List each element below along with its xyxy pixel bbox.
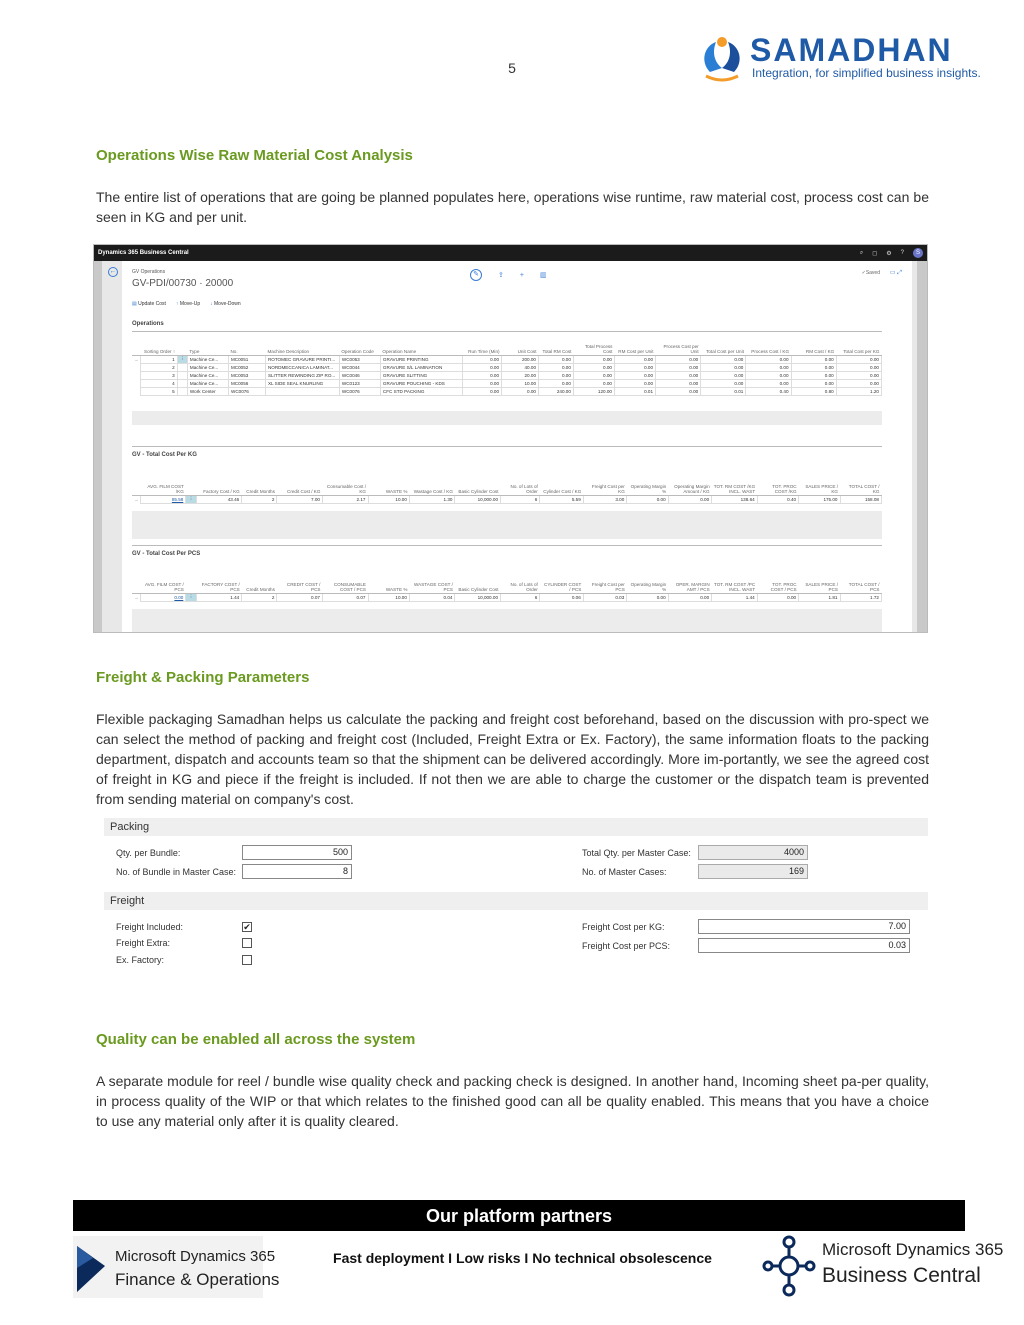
- table-header[interactable]: Total Process Cost: [573, 341, 614, 355]
- table-cell[interactable]: 0.04: [409, 593, 455, 601]
- brand-name: SAMADHAN: [750, 32, 953, 68]
- table-cell[interactable]: 5: [140, 387, 177, 395]
- table-cell[interactable]: SLITTER REWINDING ZIP RO...: [265, 371, 339, 379]
- table-header[interactable]: TOTAL COST / KG: [840, 481, 882, 495]
- table-header[interactable]: TOT. RM COST /PC INCL. WAST: [712, 579, 758, 593]
- table-header[interactable]: TOT. RM COST /KG INCL. WAST: [712, 481, 758, 495]
- table-header[interactable]: SALES PRICE / KG: [799, 481, 840, 495]
- delete-icon[interactable]: ▥: [539, 272, 547, 279]
- table-cell[interactable]: 2: [140, 363, 177, 371]
- table-cell[interactable]: GRAVURE POUCHING - KDS: [380, 379, 462, 387]
- table-cell[interactable]: Work Center: [187, 387, 228, 395]
- bc-left-strip: [94, 261, 102, 632]
- table-cell[interactable]: 0.00: [140, 593, 186, 601]
- table-header[interactable]: CYLINDER COST / PCS: [540, 579, 583, 593]
- freight-cost-kg-label: Freight Cost per KG:: [582, 922, 665, 932]
- table-cell[interactable]: 0.00: [701, 379, 746, 387]
- section-heading-operations: Operations Wise Raw Material Cost Analysis: [96, 147, 413, 164]
- table-cell[interactable]: 2.17: [322, 495, 368, 503]
- table-header[interactable]: RM Cost / KG: [791, 341, 836, 355]
- table-cell[interactable]: 3.00: [583, 495, 626, 503]
- table-cell[interactable]: 6: [501, 495, 540, 503]
- table-header[interactable]: Factory Cost / KG: [196, 481, 242, 495]
- table-header[interactable]: TOT. PROC COST / PCS: [757, 579, 798, 593]
- table-cell[interactable]: MC0052: [228, 363, 265, 371]
- table-cell[interactable]: 40.00: [502, 363, 539, 371]
- table-header[interactable]: Freight Cost per PCS: [583, 579, 626, 593]
- table-header: [186, 481, 196, 495]
- table-cell[interactable]: 1.72: [840, 593, 882, 601]
- table-cell[interactable]: 1: [140, 355, 177, 363]
- table-header[interactable]: Operating Margin %: [627, 579, 668, 593]
- table-header[interactable]: FACTORY COST / PCS: [196, 579, 242, 593]
- arrow-down-icon: ↓: [210, 301, 213, 307]
- row-indicator-icon: [132, 363, 140, 371]
- table-cell[interactable]: 10.00: [368, 593, 409, 601]
- qty-per-bundle-input[interactable]: 500: [242, 845, 352, 860]
- arrow-up-icon: ↑: [175, 301, 179, 307]
- table-cell[interactable]: 0.00: [656, 355, 701, 363]
- row-indicator-icon: →: [134, 594, 139, 600]
- table-header[interactable]: Total Cost per KG: [836, 341, 881, 355]
- bc-app-title: Dynamics 365 Business Central: [98, 250, 189, 256]
- table-cell[interactable]: 0.00: [614, 371, 655, 379]
- back-arrow-icon[interactable]: ←: [109, 268, 117, 275]
- freight-extra-label: Freight Extra:: [116, 938, 171, 948]
- divider: [132, 545, 882, 546]
- freight-extra-checkbox[interactable]: [242, 938, 252, 948]
- table-cell[interactable]: MC0056: [228, 379, 265, 387]
- table-header[interactable]: Operation Name: [380, 341, 462, 355]
- packing-freight-screenshot: [104, 817, 928, 975]
- table-cell[interactable]: GRAVURE SLITTING: [380, 371, 462, 379]
- table-cell[interactable]: 0.00: [463, 355, 502, 363]
- table-cell[interactable]: 1.44: [712, 593, 758, 601]
- row-menu-icon[interactable]: [177, 379, 187, 387]
- right-partner-line2: Business Central: [822, 1264, 981, 1287]
- list-icon: ▤: [132, 301, 137, 307]
- table-cell[interactable]: 0.00: [627, 495, 668, 503]
- table-header[interactable]: Basic Cylinder Cost: [455, 481, 501, 495]
- section-heading-freight: Freight & Packing Parameters: [96, 669, 310, 686]
- move-up-label: Move-Up: [179, 301, 201, 307]
- table-cell[interactable]: 0.00: [573, 371, 614, 379]
- help-icon[interactable]: ?: [900, 250, 904, 256]
- table-cell[interactable]: GRAVURE S/L LAMINATION: [380, 363, 462, 371]
- table-cell[interactable]: 10.00: [502, 379, 539, 387]
- table-cell[interactable]: 0.06: [540, 593, 583, 601]
- table-cell[interactable]: NORDMECCANICA LAMINAT...: [265, 363, 339, 371]
- business-central-logo: [762, 1234, 1004, 1298]
- table-cell[interactable]: 0.00: [836, 355, 881, 363]
- update-cost-button[interactable]: [132, 301, 166, 307]
- table-cell[interactable]: 0.00: [701, 371, 746, 379]
- table-cell[interactable]: 0.00: [573, 379, 614, 387]
- table-cell[interactable]: MC0053: [228, 371, 265, 379]
- bc-topbar: [94, 245, 927, 261]
- section-paragraph-quality: A separate module for reel / bundle wise quality check and packing check is designed. In another hand, Incoming sheet pa-per quality, in process quality of the WIP or that which relates to the finished good can all be quality enabled. This means that you have a choice to use any material only after it is quality cleared.: [96, 1073, 929, 1129]
- table-cell[interactable]: WC0076: [339, 387, 380, 395]
- table-header[interactable]: AVG. FILM COST / PCS: [140, 579, 186, 593]
- table-cell[interactable]: WC0053: [339, 355, 380, 363]
- row-indicator-icon: →: [134, 496, 139, 502]
- table-cell[interactable]: 0.00: [791, 355, 836, 363]
- table-cell[interactable]: Machine Ce...: [187, 379, 228, 387]
- per-kg-heading: GV - Total Cost Per KG: [132, 452, 197, 458]
- table-cell[interactable]: [265, 387, 339, 395]
- table-cell[interactable]: 85.58: [140, 495, 186, 503]
- table-cell[interactable]: 0.00: [746, 363, 791, 371]
- table-cell[interactable]: 0.07: [322, 593, 368, 601]
- table-cell[interactable]: GRAVURE PRINTING: [380, 355, 462, 363]
- table-header[interactable]: Operating Margin Amount / KG: [668, 481, 711, 495]
- table-cell[interactable]: CFC STD PACKING: [380, 387, 462, 395]
- section-paragraph-operations: The entire list of operations that are going be planned populates here, operations wise runtime, raw material cost, process cost can be seen in KG and per unit.: [96, 189, 929, 225]
- total-qty-field: 4000: [698, 845, 808, 860]
- ex-factory-label: Ex. Factory:: [116, 955, 165, 965]
- row-menu-icon[interactable]: [177, 363, 187, 371]
- table-header[interactable]: Credit Months: [242, 579, 277, 593]
- table-cell[interactable]: 0.00: [463, 387, 502, 395]
- table-cell[interactable]: 120.00: [573, 387, 614, 395]
- move-down-label: Move-Down: [214, 301, 241, 307]
- table-header[interactable]: Total RM Cost: [539, 341, 574, 355]
- table-header[interactable]: Unit Cost: [502, 341, 539, 355]
- table-cell[interactable]: 0.00: [757, 593, 798, 601]
- table-cell[interactable]: 10.00: [368, 495, 409, 503]
- table-header[interactable]: WASTAGE COST / PCS: [409, 579, 455, 593]
- per-pcs-table: [132, 579, 882, 602]
- master-cases-label: No. of Master Cases:: [582, 867, 667, 877]
- table-header[interactable]: Sorting Order ↑: [140, 341, 177, 355]
- table-cell[interactable]: 0.00: [463, 363, 502, 371]
- table-cell[interactable]: 158.08: [840, 495, 882, 503]
- table-cell[interactable]: 0.00: [539, 363, 574, 371]
- table-cell[interactable]: 2: [242, 495, 277, 503]
- table-cell[interactable]: 0.00: [627, 593, 668, 601]
- table-header[interactable]: WASTE %: [368, 579, 409, 593]
- table-header[interactable]: Basic Cylinder Cost: [455, 579, 501, 593]
- avatar[interactable]: S: [913, 248, 923, 258]
- brand-tagline: Integration, for simplified business insights.: [752, 66, 981, 80]
- table-cell[interactable]: 0.01: [614, 387, 655, 395]
- table-cell[interactable]: 0.00: [701, 363, 746, 371]
- table-cell[interactable]: Machine Ce...: [187, 363, 228, 371]
- row-menu-icon[interactable]: [177, 371, 187, 379]
- table-cell[interactable]: 6: [501, 593, 540, 601]
- table-header[interactable]: WASTE %: [368, 481, 409, 495]
- row-indicator-icon: [132, 387, 140, 395]
- table-cell[interactable]: 0.00: [573, 363, 614, 371]
- table-cell[interactable]: 0.07: [277, 593, 323, 601]
- row-menu-icon[interactable]: ⋮: [186, 593, 196, 601]
- bundles-in-case-label: No. of Bundle in Master Case:: [116, 867, 237, 877]
- bc-gray-zone: [132, 411, 882, 425]
- edit-icon[interactable]: ✎: [470, 269, 482, 281]
- saved-status: ✓Saved: [861, 270, 880, 276]
- move-down-button[interactable]: [210, 301, 241, 307]
- share-icon[interactable]: ⇪: [498, 272, 504, 279]
- table-cell[interactable]: ROTOMEC GRAVURE PRINTI...: [265, 355, 339, 363]
- footer-slogan: Fast deployment I Low risks I No technical obsolescence: [333, 1250, 712, 1266]
- table-cell[interactable]: 0.40: [757, 495, 798, 503]
- table-cell[interactable]: 0.00: [539, 371, 574, 379]
- table-cell[interactable]: 0.00: [656, 371, 701, 379]
- table-row[interactable]: [132, 387, 882, 395]
- table-header: [132, 481, 140, 495]
- table-cell[interactable]: 0.00: [668, 593, 711, 601]
- table-header[interactable]: OPER. MARGIN AMT / PCS: [668, 579, 711, 593]
- table-cell[interactable]: 0.01: [701, 387, 746, 395]
- bc-operations-screenshot: [93, 244, 928, 633]
- bc-right-strip: [917, 261, 927, 632]
- table-cell[interactable]: 0.00: [614, 379, 655, 387]
- table-header[interactable]: RM Cost per Unit: [614, 341, 655, 355]
- table-cell[interactable]: WC0044: [339, 363, 380, 371]
- table-row[interactable]: [132, 355, 882, 363]
- expand-icon[interactable]: ▭ ⤢: [889, 270, 902, 276]
- table-cell[interactable]: 0.00: [463, 379, 502, 387]
- search-icon[interactable]: ⌕: [859, 249, 864, 256]
- master-cases-field: 169: [698, 864, 808, 879]
- table-cell[interactable]: 0.00: [746, 371, 791, 379]
- table-header[interactable]: Operating Margin %: [627, 481, 668, 495]
- left-partner-line2: Finance & Operations: [115, 1270, 280, 1289]
- business-central-logo-icon: [762, 1234, 816, 1298]
- row-indicator-icon: [132, 371, 140, 379]
- section-paragraph-freight: Flexible packaging Samadhan helps us calculate the packing and freight cost beforehand, based on the discussion with pro-spect we can select the method of packing and freight cost (Included, Freight Extra or Ex. Factory), the same information floats to the packing department, dispatch and accounts team so that the shipment can be delivered accordingly. More im-portantly, we see the agreed cost of freight in KG and piece if the freight is included. If not then we are able to charge the customer or the dispatch team is prevented from sending material on company's cost.: [96, 711, 929, 807]
- bc-gray-zone: [132, 511, 882, 539]
- freight-included-label: Freight Included:: [116, 922, 184, 932]
- table-header[interactable]: TOTAL COST / PCS: [840, 579, 882, 593]
- total-qty-label: Total Qty. per Master Case:: [582, 848, 691, 858]
- table-header[interactable]: Total Cost per Unit: [701, 341, 746, 355]
- freight-cost-kg-input[interactable]: 7.00: [698, 919, 910, 934]
- table-header[interactable]: SALES PRICE / PCS: [799, 579, 840, 593]
- table-header[interactable]: No. of Lots of Order: [501, 579, 540, 593]
- table-row[interactable]: [132, 371, 882, 379]
- table-cell[interactable]: 0.00: [746, 379, 791, 387]
- table-row[interactable]: [132, 379, 882, 387]
- table-header: [177, 341, 187, 355]
- table-header[interactable]: Credit Months: [242, 481, 277, 495]
- table-cell[interactable]: 0.03: [583, 593, 626, 601]
- freight-heading: Freight: [104, 892, 928, 910]
- footer-title: Our platform partners: [425, 1206, 613, 1226]
- table-header[interactable]: No.: [228, 341, 265, 355]
- table-cell[interactable]: 0.00: [539, 355, 574, 363]
- table-cell[interactable]: 200.00: [502, 355, 539, 363]
- bell-icon[interactable]: ◻: [872, 250, 878, 257]
- freight-cost-pcs-input[interactable]: 0.03: [698, 938, 910, 953]
- table-header[interactable]: Operation Code: [339, 341, 380, 355]
- table-cell[interactable]: 0.00: [791, 371, 836, 379]
- table-cell[interactable]: XL SIDE SEAL KNURLING: [265, 379, 339, 387]
- row-indicator-icon: [132, 379, 140, 387]
- update-cost-label: Update Cost: [138, 301, 166, 307]
- table-cell[interactable]: 0.00: [502, 387, 539, 395]
- operations-heading: Operations: [132, 321, 164, 327]
- table-header[interactable]: Run Time (Min): [463, 341, 502, 355]
- table-cell[interactable]: 1.20: [836, 387, 881, 395]
- freight-cost-pcs-label: Freight Cost per PCS:: [582, 941, 671, 951]
- qty-per-bundle-label: Qty. per Bundle:: [116, 848, 181, 858]
- table-cell[interactable]: 0.00: [836, 363, 881, 371]
- table-cell[interactable]: 0.00: [614, 363, 655, 371]
- samadhan-logo-icon: [696, 32, 748, 84]
- table-cell[interactable]: 0.00: [656, 379, 701, 387]
- table-cell[interactable]: 0.00: [836, 379, 881, 387]
- table-cell[interactable]: 0.80: [791, 387, 836, 395]
- right-partner-line1: Microsoft Dynamics 365: [822, 1240, 1004, 1259]
- table-cell[interactable]: 0.00: [539, 379, 574, 387]
- table-header[interactable]: Process Cost per Unit: [656, 341, 701, 355]
- dynamics-logo-icon: [75, 1244, 107, 1294]
- table-header[interactable]: CREDIT COST / PCS: [277, 579, 323, 593]
- table-header[interactable]: Cylinder Cost / KG: [540, 481, 583, 495]
- move-up-button[interactable]: [176, 301, 200, 307]
- table-cell[interactable]: 175.00: [799, 495, 840, 503]
- table-header[interactable]: No. of Lots of Order: [501, 481, 540, 495]
- row-menu-icon[interactable]: ⋮: [177, 355, 187, 363]
- table-row[interactable]: [132, 495, 882, 503]
- table-cell[interactable]: 10,000.00: [455, 495, 501, 503]
- table-header: [186, 579, 196, 593]
- row-indicator-icon: →: [134, 356, 139, 362]
- samadhan-logo: [696, 32, 996, 84]
- table-header[interactable]: TOT. PROC COST /KG: [757, 481, 798, 495]
- table-header: [132, 341, 140, 355]
- row-menu-icon[interactable]: [177, 387, 187, 395]
- table-cell[interactable]: 1.44: [196, 593, 242, 601]
- operations-table: [132, 341, 882, 396]
- packing-heading: Packing: [104, 818, 928, 836]
- table-cell[interactable]: WC0046: [339, 371, 380, 379]
- table-cell[interactable]: 43.46: [196, 495, 242, 503]
- table-header[interactable]: Type: [187, 341, 228, 355]
- table-cell[interactable]: 20.00: [502, 371, 539, 379]
- table-cell[interactable]: 0.00: [668, 495, 711, 503]
- table-header[interactable]: Machine Description: [265, 341, 339, 355]
- table-cell[interactable]: 240.00: [539, 387, 574, 395]
- table-cell[interactable]: 10,000.00: [455, 593, 501, 601]
- row-menu-icon[interactable]: ⋮: [186, 495, 196, 503]
- table-cell[interactable]: 0.00: [836, 371, 881, 379]
- ex-factory-checkbox[interactable]: [242, 955, 252, 965]
- table-header[interactable]: Consumable Cost / KG: [322, 481, 368, 495]
- table-cell[interactable]: 0.00: [656, 363, 701, 371]
- divider: [132, 331, 882, 332]
- table-row[interactable]: [132, 593, 882, 601]
- table-cell[interactable]: MC0051: [228, 355, 265, 363]
- table-cell[interactable]: 0.00: [463, 371, 502, 379]
- page-title: GV-PDI/00730 · 20000: [132, 278, 234, 289]
- table-cell[interactable]: Machine Ce...: [187, 355, 228, 363]
- table-header: [132, 579, 140, 593]
- table-cell[interactable]: 0.00: [573, 355, 614, 363]
- freight-included-checkbox[interactable]: ✔: [243, 922, 251, 932]
- table-cell[interactable]: 5.59: [540, 495, 583, 503]
- table-cell[interactable]: 1.30: [409, 495, 455, 503]
- table-cell[interactable]: 0.00: [614, 355, 655, 363]
- table-cell[interactable]: 7.00: [277, 495, 323, 503]
- table-cell[interactable]: 4: [140, 379, 177, 387]
- gear-icon[interactable]: ⚙: [886, 250, 892, 257]
- table-cell[interactable]: 0.00: [701, 355, 746, 363]
- table-cell[interactable]: 0.00: [791, 363, 836, 371]
- table-cell[interactable]: 0.40: [746, 387, 791, 395]
- bc-page-card: [122, 261, 912, 632]
- table-cell[interactable]: 3: [140, 371, 177, 379]
- table-header[interactable]: Wastage Cost / KG: [409, 481, 455, 495]
- dynamics-finance-operations-logo: [73, 1236, 280, 1298]
- table-cell[interactable]: 0.00: [656, 387, 701, 395]
- table-cell[interactable]: WC0123: [339, 379, 380, 387]
- add-icon[interactable]: +: [519, 271, 524, 279]
- left-partner-line1: Microsoft Dynamics 365: [115, 1248, 276, 1265]
- table-cell[interactable]: WC0076: [228, 387, 265, 395]
- table-cell[interactable]: 0.00: [746, 355, 791, 363]
- section-heading-quality: Quality can be enabled all across the system: [96, 1031, 416, 1048]
- table-header[interactable]: Credit Cost / KG: [277, 481, 323, 495]
- bundles-in-case-input[interactable]: 8: [242, 864, 352, 879]
- table-cell[interactable]: 2: [242, 593, 277, 601]
- table-header[interactable]: CONSUMABLE COST / PCS: [322, 579, 368, 593]
- table-header[interactable]: AVG. FILM COST /KG: [140, 481, 186, 495]
- table-cell[interactable]: 0.00: [791, 379, 836, 387]
- table-header[interactable]: Freight Cost per KG: [583, 481, 626, 495]
- table-row[interactable]: [132, 363, 882, 371]
- table-cell[interactable]: Machine Ce...: [187, 371, 228, 379]
- per-pcs-heading: GV - Total Cost Per PCS: [132, 551, 201, 557]
- table-cell[interactable]: 1.81: [799, 593, 840, 601]
- page-number: 5: [508, 60, 516, 76]
- breadcrumb: GV Operations: [132, 269, 166, 275]
- table-cell[interactable]: 138.64: [712, 495, 758, 503]
- table-header[interactable]: Process Cost / KG: [746, 341, 791, 355]
- footer-bar: [73, 1200, 965, 1231]
- divider: [132, 446, 882, 447]
- per-kg-table: [132, 481, 882, 504]
- bc-gray-zone: [132, 609, 882, 633]
